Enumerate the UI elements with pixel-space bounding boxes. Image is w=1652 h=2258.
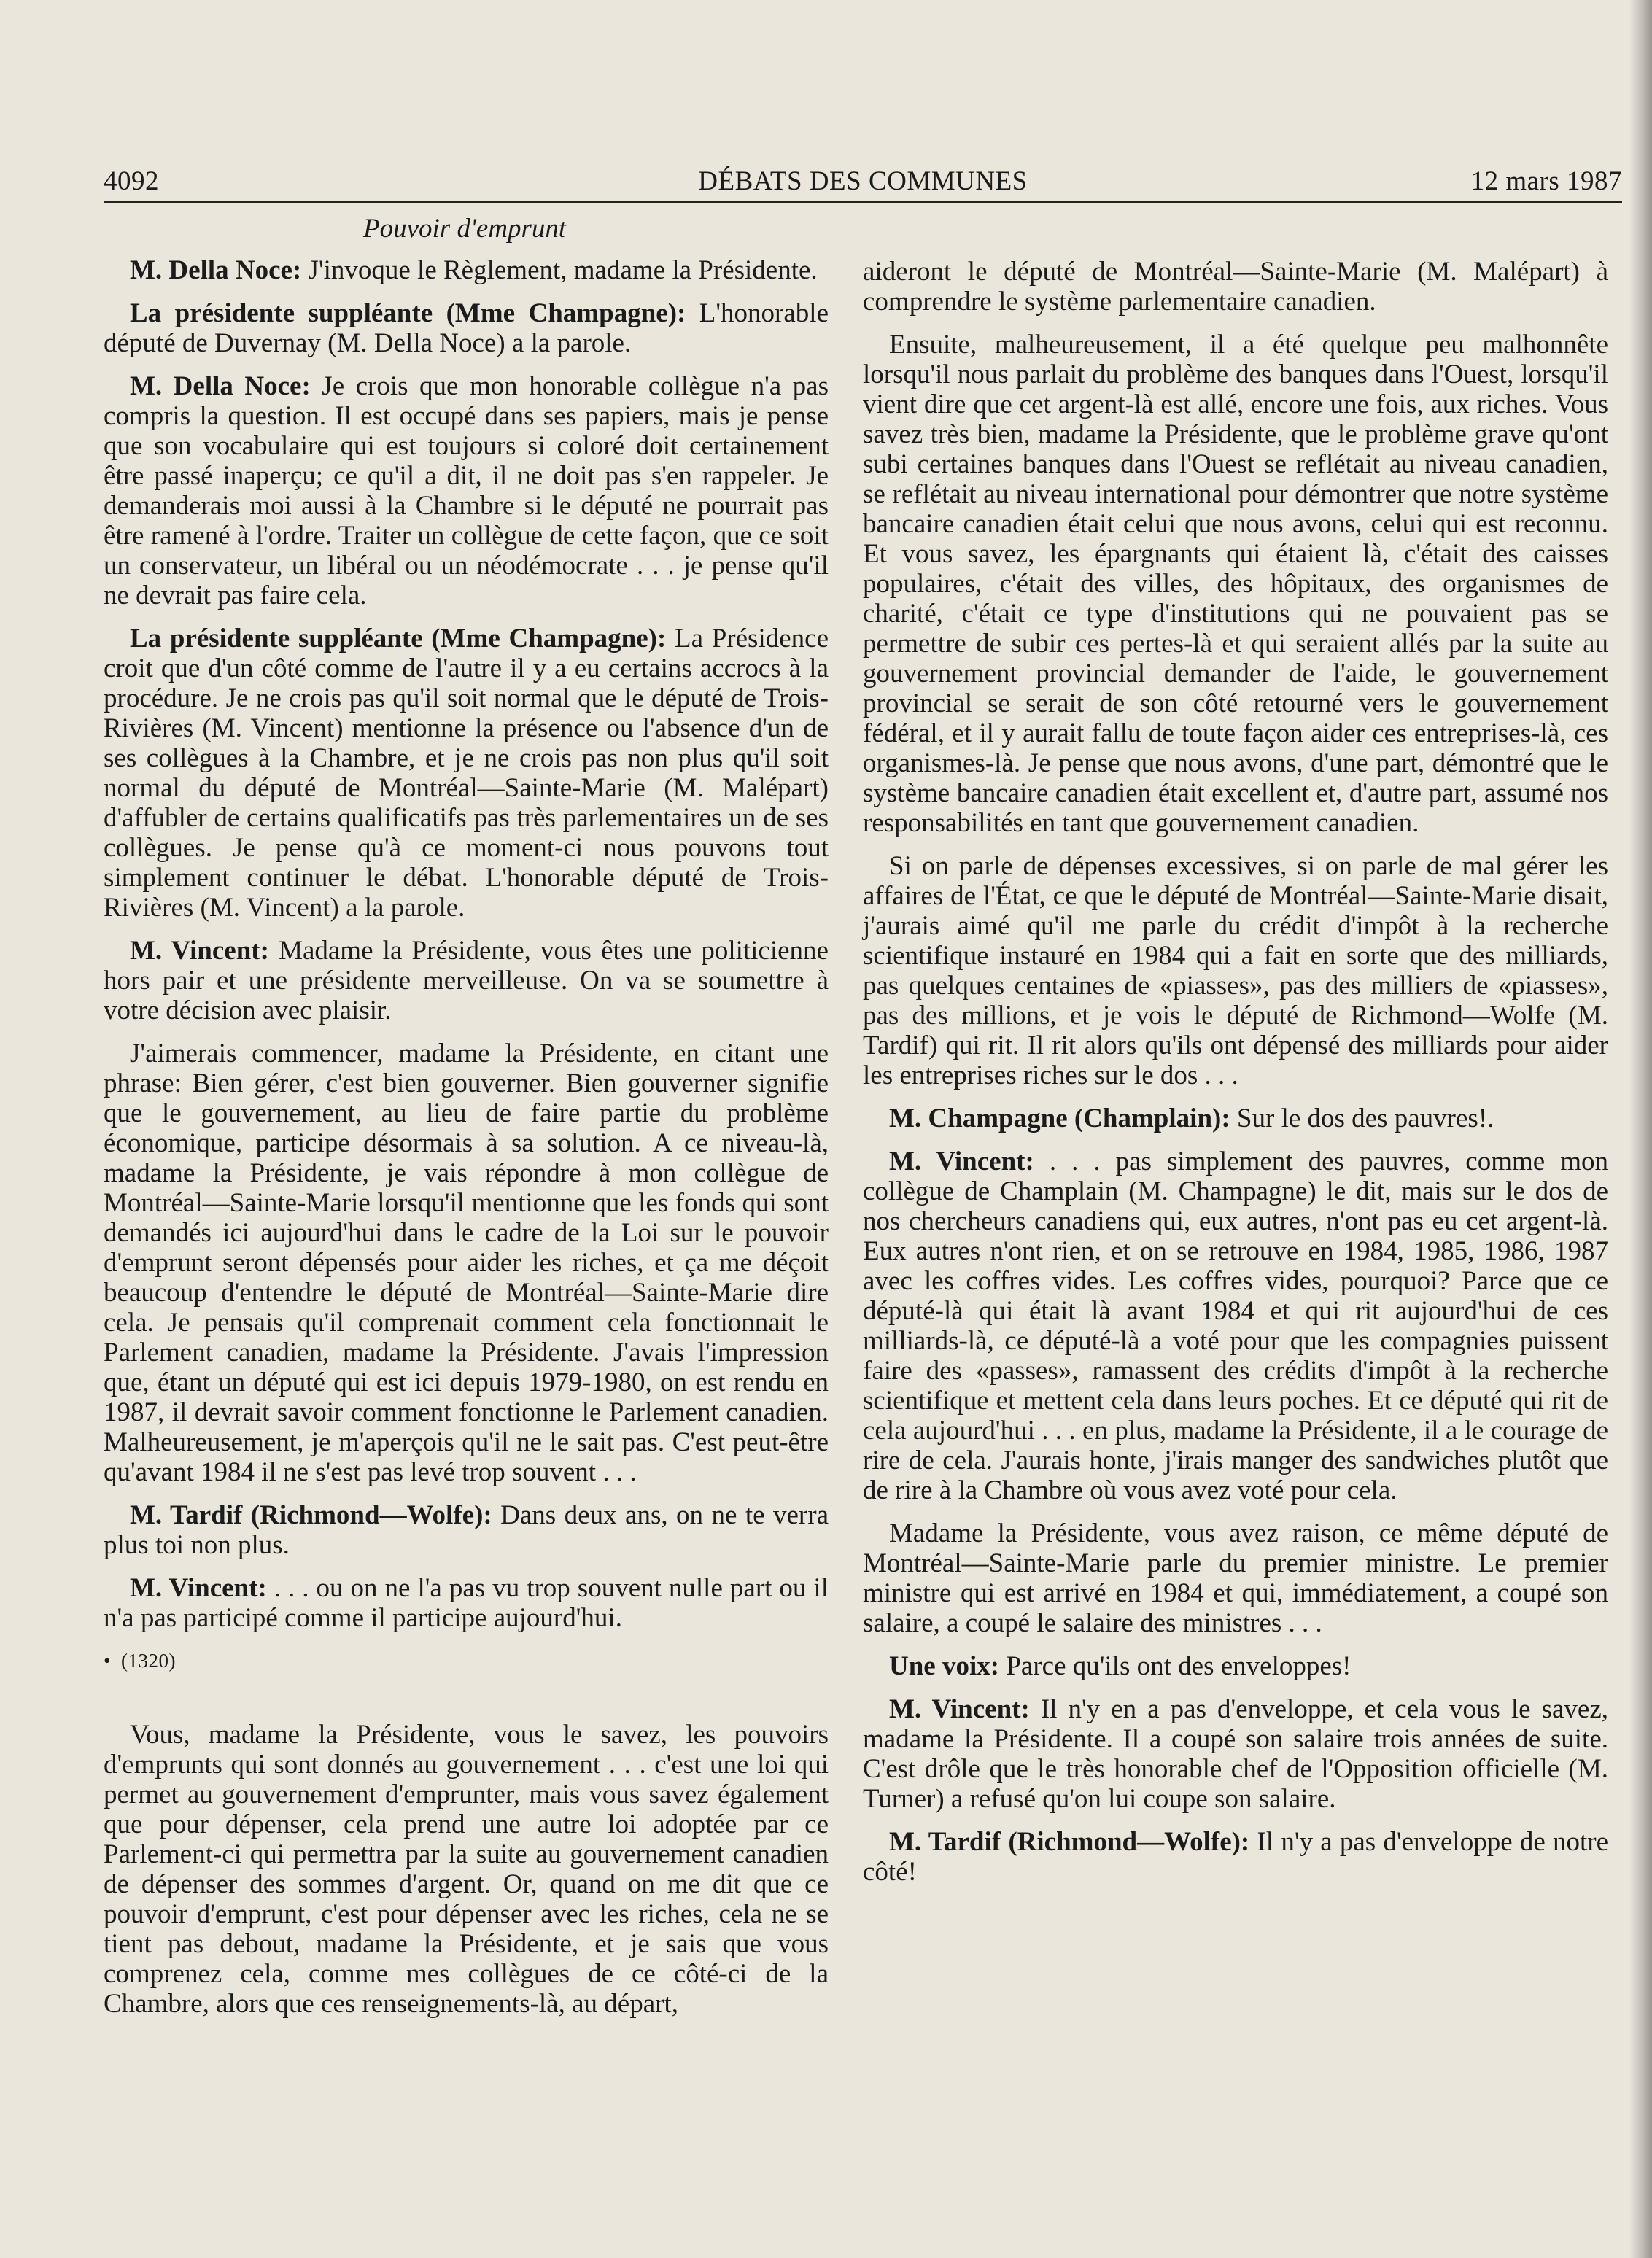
speaker-name: M. Vincent: bbox=[130, 1573, 267, 1603]
paragraph-text: Il n'y en a pas d'enveloppe, et cela vous le savez, madame la Présidente. Il a coupé son salaire trois années de suite. C'est drôle que le très honorable chef de l'Opposition officielle (M. Turner) a refusé qu'on lui coupe son salaire. bbox=[863, 1694, 1608, 1814]
publication-title: DÉBATS DES COMMUNES bbox=[698, 166, 1028, 196]
paragraph bbox=[104, 624, 829, 923]
paragraph-text: L'honorable député de Duvernay (M. Della Noce) a la parole. bbox=[104, 298, 829, 358]
speaker-name: M. Vincent: bbox=[130, 936, 269, 966]
paragraph bbox=[863, 330, 1608, 838]
speaker-name: M. Tardif (Richmond—Wolfe): bbox=[130, 1500, 492, 1530]
paragraph bbox=[863, 1518, 1608, 1638]
publication-date: 12 mars 1987 bbox=[1470, 166, 1622, 196]
bullet-icon: • bbox=[104, 1650, 111, 1672]
paragraph-text: Madame la Présidente, vous avez raison, ce même député de Montréal—Sainte-Marie parle du premier ministre. Le premier ministre qui est arrivé en 1984 et qui, immédiatement, a coupé son salaire, a coupé le salaire des ministres . . . bbox=[863, 1518, 1608, 1638]
paragraph-text: aideront le député de Montréal—Sainte-Marie (M. Malépart) à comprendre le système parlementaire canadien. bbox=[863, 257, 1608, 317]
paragraph bbox=[863, 1651, 1608, 1681]
paragraph-text: Dans deux ans, on ne te verra plus toi non plus. bbox=[104, 1500, 829, 1560]
speaker-name: M. Della Noce: bbox=[130, 371, 311, 401]
paragraph bbox=[104, 1720, 829, 2019]
paragraph-text: Si on parle de dépenses excessives, si on parle de mal gérer les affaires de l'État, ce que le député de Montréal—Sainte-Marie disait, j'aurais aimé qu'il me parle du crédit d'impôt à la recherche scientifique instauré en 1984 qui a fait en sorte que des milliards, pas quelques centaines de «piasses», pas des milliers de «piasses», pas des millions, et je vois le député de Richmond—Wolfe (M. Tardif) qui rit. Il rit alors qu'ils ont dépensé des milliards pour aider les entreprises riches sur le dos . . . bbox=[863, 851, 1608, 1090]
paragraph-text: Ensuite, malheureusement, il a été quelque peu malhonnête lorsqu'il nous parlait du problème des banques dans l'Ouest, lorsqu'il vient dire que cet argent-là est allé, encore une fois, aux riches. Vous savez très bien, madame la Présidente, que le problème grave qu'ont subi certaines banques dans l'Ouest se reflétait au niveau canadien, se reflétait au niveau international pour démontrer que notre système bancaire canadien était celui que nous avons, celui qui est reconnu. Et vous savez, les épargnants qui étaient là, c'était des caisses populaires, c'était des villes, des hôpitaux, des organismes de charité, c'était ce type d'institutions qui ne pouvaient pas se permettre de subir ces pertes-là et qui seraient allés par la suite au gouvernement provincial demander de l'aide, le gouvernement provincial se serait de son côté retourné vers le gouvernement fédéral, et il y aurait fallu de toute façon aider ces entreprises-là, ces organismes-là. Je pense que nous avons, d'une part, démontré que le système bancaire canadien était excellent et, d'autre part, assumé nos responsabilités en tant que gouvernement canadien. bbox=[863, 330, 1608, 838]
paragraph bbox=[104, 255, 829, 285]
paragraph-text: J'aimerais commencer, madame la Présidente, en citant une phrase: Bien gérer, c'est bien gouverner. Bien gouverner signifie que le gouvernement, au lieu de faire partie du problème économique, participe désormais à sa solution. A ce niveau-là, madame la Présidente, je vais répondre à mon collègue de Montréal—Sainte-Marie lorsqu'il mentionne que les fonds qui sont demandés ici aujourd'hui dans le cadre de la Loi sur le pouvoir d'emprunt seront dépensés pour aider les riches, et ça me déçoit beaucoup d'entendre le député de Montréal—Sainte-Marie dire cela. Je pensais qu'il comprenait comment cela fonctionnait le Parlement canadien, madame la Présidente. J'avais l'impression que, étant un député qui est ici depuis 1979-1980, on est rendu en 1987, il devrait savoir comment fonctionne le Parlement canadien. Malheureusement, je m'aperçois qu'il ne le sait pas. C'est peut-être qu'avant 1984 il ne s'est pas levé trop souvent . . . bbox=[104, 1039, 829, 1487]
left-paragraphs bbox=[104, 255, 829, 1633]
paragraph-text: . . . pas simplement des pauvres, comme mon collègue de Champlain (M. Champagne) le dit, mais sur le dos de nos chercheurs canadiens qui, eux autres, n'ont pas eu cet argent-là. Eux autres n'ont rien, et on se retrouve en 1984, 1985, 1986, 1987 avec les coffres vides. Les coffres vides, pourquoi? Parce que ce député-là qui était là avant 1984 et qui rit aujourd'hui de ces milliards-là, ce député-là a voté pour que les compagnies puissent faire des «passes», ramassent des crédits d'impôt à la recherche scientifique et mettent cela dans leurs poches. Et ce député qui rit de cela aujourd'hui . . . en plus, madame la Présidente, il a le courage de rire de cela. J'aurais honte, j'irais manger des sandwiches plutôt que de rire à la Chambre où vous avez voté pour cela. bbox=[863, 1147, 1608, 1505]
speaker-name: M. Vincent: bbox=[889, 1694, 1030, 1724]
paragraph bbox=[863, 1694, 1608, 1814]
paragraph bbox=[104, 371, 829, 610]
paragraph bbox=[104, 298, 829, 358]
paragraph bbox=[104, 936, 829, 1025]
speaker-name: La présidente suppléante (Mme Champagne): bbox=[130, 298, 686, 328]
paragraph-text: . . . ou on ne l'a pas vu trop souvent nulle part ou il n'a pas participé comme il participe aujourd'hui. bbox=[104, 1573, 829, 1633]
left-column bbox=[104, 255, 829, 2032]
paragraph-text: Vous, madame la Présidente, vous le savez, les pouvoirs d'emprunts qui sont donnés au gouvernement . . . c'est une loi qui permet au gouvernement d'emprunter, mais vous savez également que pour dépenser, cela prend une autre loi adoptée par ce Parlement-ci qui permettra par la suite au gouvernement canadien de dépenser des sommes d'argent. Or, quand on me dit que ce pouvoir d'emprunt, c'est pour dépenser avec les riches, cela ne se tient pas debout, madame la Présidente, et je sais que vous comprenez cela, comme mes collègues de ce côté-ci de la Chambre, alors que ces renseignements-là, au départ, bbox=[104, 1720, 829, 2019]
paragraph-text: Madame la Présidente, vous êtes une politicienne hors pair et une présidente merveilleuse. On va se soumettre à votre décision avec plaisir. bbox=[104, 936, 829, 1025]
speaker-name: Une voix: bbox=[889, 1651, 1000, 1681]
speaker-name: M. Tardif (Richmond—Wolfe): bbox=[889, 1827, 1250, 1857]
paragraph bbox=[863, 1827, 1608, 1887]
paragraph-text: La Présidence croit que d'un côté comme de l'autre il y a eu certains accrocs à la procédure. Je ne crois pas qu'il soit normal que le député de Trois-Rivières (M. Vincent) mentionne la présence ou l'absence d'un de ses collègues à la Chambre, et je ne crois pas non plus qu'il soit normal du député de Montréal—Sainte-Marie (M. Malépart) d'affubler de certains qualificatifs pas très parlementaires un de ses collègues. Je pense qu'à ce moment-ci nous pouvons tout simplement continuer le débat. L'honorable député de Trois-Rivières (M. Vincent) a la parole. bbox=[104, 624, 829, 923]
paragraph-text: Sur le dos des pauvres!. bbox=[1230, 1103, 1494, 1133]
paragraph-text: Parce qu'ils ont des enveloppes! bbox=[999, 1651, 1352, 1681]
paragraph-text: Je crois que mon honorable collègue n'a pas compris la question. Il est occupé dans ses papiers, mais je pense que son vocabulaire qui est toujours si coloré doit certainement être passé inaperçu; ce qu'il a dit, il ne doit pas s'en rappeler. Je demanderais moi aussi à la Chambre si le député ne pourrait pas être ramené à l'ordre. Traiter un collègue de cette façon, que ce soit un conservateur, un libéral ou un néodémocrate . . . je pense qu'il ne devrait pas faire cela. bbox=[104, 371, 829, 610]
page-number: 4092 bbox=[104, 166, 159, 196]
paragraph-text: Il n'y a pas d'enveloppe de notre côté! bbox=[863, 1827, 1609, 1887]
right-column bbox=[863, 257, 1608, 1900]
paragraph bbox=[104, 1500, 829, 1560]
speaker-name: M. Champagne (Champlain): bbox=[889, 1103, 1230, 1133]
speaker-name: La présidente suppléante (Mme Champagne): bbox=[130, 624, 667, 653]
paragraph bbox=[863, 257, 1608, 317]
time-marker bbox=[104, 1646, 829, 1676]
paragraph bbox=[104, 1573, 829, 1633]
left-paragraphs-after bbox=[104, 1720, 829, 2019]
paragraph bbox=[863, 1147, 1608, 1505]
time-marker-label: (1320) bbox=[120, 1650, 176, 1672]
speaker-name: M. Della Noce: bbox=[130, 255, 302, 285]
right-paragraphs bbox=[863, 257, 1608, 1887]
page-header bbox=[104, 153, 1622, 203]
paragraph bbox=[863, 1103, 1608, 1133]
scan-edge bbox=[1630, 0, 1652, 2258]
subject-heading: Pouvoir d'emprunt bbox=[363, 214, 567, 244]
paragraph bbox=[863, 851, 1608, 1090]
paragraph bbox=[104, 1039, 829, 1487]
paragraph-text: J'invoque le Règlement, madame la Présidente. bbox=[301, 255, 818, 285]
speaker-name: M. Vincent: bbox=[889, 1147, 1034, 1176]
